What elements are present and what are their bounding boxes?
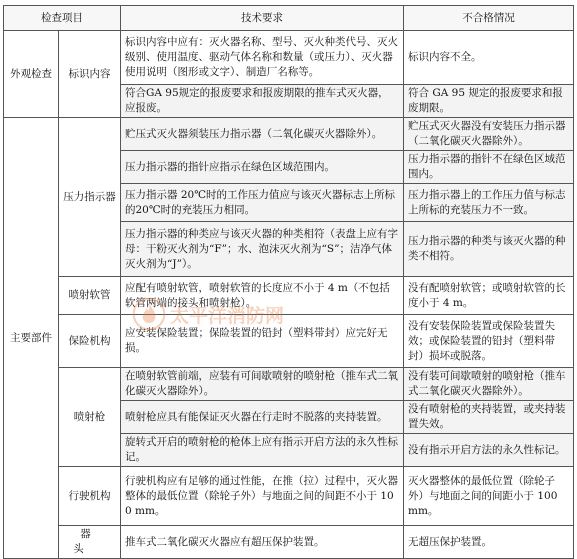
subitem-valve (59, 526, 121, 559)
failure-cell: 无超压保护装置。 (404, 526, 574, 559)
requirement-cell: 压力指示器的指针应指示在绿色区域范围内。 (121, 151, 404, 184)
requirement-cell: 压力指示器 20℃时的工作压力值应与该灭火器标志上所标的20℃时的充装压力相同。 (121, 184, 404, 222)
failure-cell: 符合 GA 95 规定的报废要求和报废期限。 (404, 85, 574, 118)
failure-cell: 标识内容不全。 (404, 31, 574, 85)
failure-cell: 灭火器整体的最低位置（除轮子外）与地面之间的间距小于 100 mm。 (404, 467, 574, 526)
table-row (4, 118, 574, 151)
failure-cell: 压力指示器的种类与该灭火器的种类不相符。 (404, 222, 574, 277)
requirement-cell: 喷射枪应具有能保证灭火器在行走时不脱落的夹持装置。 (121, 401, 404, 434)
subitem-hose: 喷射软管 (59, 277, 121, 315)
header-failure: 不合格情况 (404, 6, 574, 31)
subitem-pressure-gauge: 压力指示器 (59, 118, 121, 277)
subitem-wheel: 行驶机构 (59, 467, 121, 526)
inspection-table (3, 5, 574, 559)
watermark-text: 太平洋消防网 (170, 304, 285, 327)
subitem-protection: 保险机构 (59, 315, 121, 368)
table-row (4, 467, 574, 526)
failure-cell: 压力指示器上的工作压力值与标志上所标的充装压力不一致。 (404, 184, 574, 222)
requirement-cell: 应配有喷射软管，喷射软管的长度应不小于 4 m（不包括软管两端的接头和喷射枪）。 (121, 277, 404, 315)
failure-cell: 没有装可间歇喷射的喷射枪（推车式二氧化碳灭火器除外）。 (404, 368, 574, 401)
subitem-valve-label: 器 头 (73, 528, 113, 555)
table-row (4, 526, 574, 559)
failure-cell: 没有指示开启方法的永久性标记。 (404, 434, 574, 467)
table-row (4, 368, 574, 401)
subitem-nozzle: 喷射枪 (59, 368, 121, 467)
failure-cell: 压力指示器的指针不在绿色区域范围内。 (404, 151, 574, 184)
failure-cell: 贮压式灭火器没有安装压力指示器（二氧化碳灭火器除外）。 (404, 118, 574, 151)
requirement-cell: 行驶机构应有足够的通过性能，在推（拉）过程中，灭火器整体的最低位置（除轮子外）与地面之间的间距不小于 100 mm。 (121, 467, 404, 526)
group-appearance: 外观检查 (4, 31, 59, 118)
requirement-cell: 符合GA 95规定的报废要求和报废期限的推车式灭火器，应报废。 (121, 85, 404, 118)
failure-cell: 没有配喷射软管；或喷射软管的长度小于 4 m。 (404, 277, 574, 315)
table-row (4, 315, 574, 368)
requirement-cell: 应安装保险装置；保险装置的铅封（塑料带封）应完好无损。 (121, 315, 404, 368)
group-main-parts: 主要部件 (4, 118, 59, 559)
requirement-cell: 旋转式开启的喷射枪的枪体上应有指示开启方法的永久性标记。 (121, 434, 404, 467)
table-row (4, 31, 574, 85)
requirement-cell: 推车式二氧化碳灭火器应有超压保护装置。 (121, 526, 404, 559)
subitem-marking: 标识内容 (59, 31, 121, 118)
failure-cell: 没有喷射枪的夹持装置，或夹持装置失效。 (404, 401, 574, 434)
header-item: 检查项目 (4, 6, 121, 31)
header-requirement: 技术要求 (121, 6, 404, 31)
header-row (4, 6, 574, 31)
table-row (4, 277, 574, 315)
requirement-cell: 压力指示器的种类应与该灭火器的种类相符（表盘上应有字母：干粉灭火剂为“F”；水、泡沫灭火剂为“S”；洁净气体灭火剂为“J”）。 (121, 222, 404, 277)
requirement-cell: 在喷射软管前端，应装有可间歇喷射的喷射枪（推车式二氧化碳灭火器除外）。 (121, 368, 404, 401)
requirement-cell: 贮压式灭火器须装压力指示器（二氧化碳灭火器除外）。 (121, 118, 404, 151)
requirement-cell: 标识内容中应有：灭火器名称、型号、灭火种类代号、灭火级别、使用温度、驱动气体名称和数量（或压力）、灭火器使用说明（图形或文字）、制造厂名称等。 (121, 31, 404, 85)
failure-cell: 没有安装保险装置或保险装置失效；或保险装置的铅封（塑料带封）损坏或脱落。 (404, 315, 574, 368)
